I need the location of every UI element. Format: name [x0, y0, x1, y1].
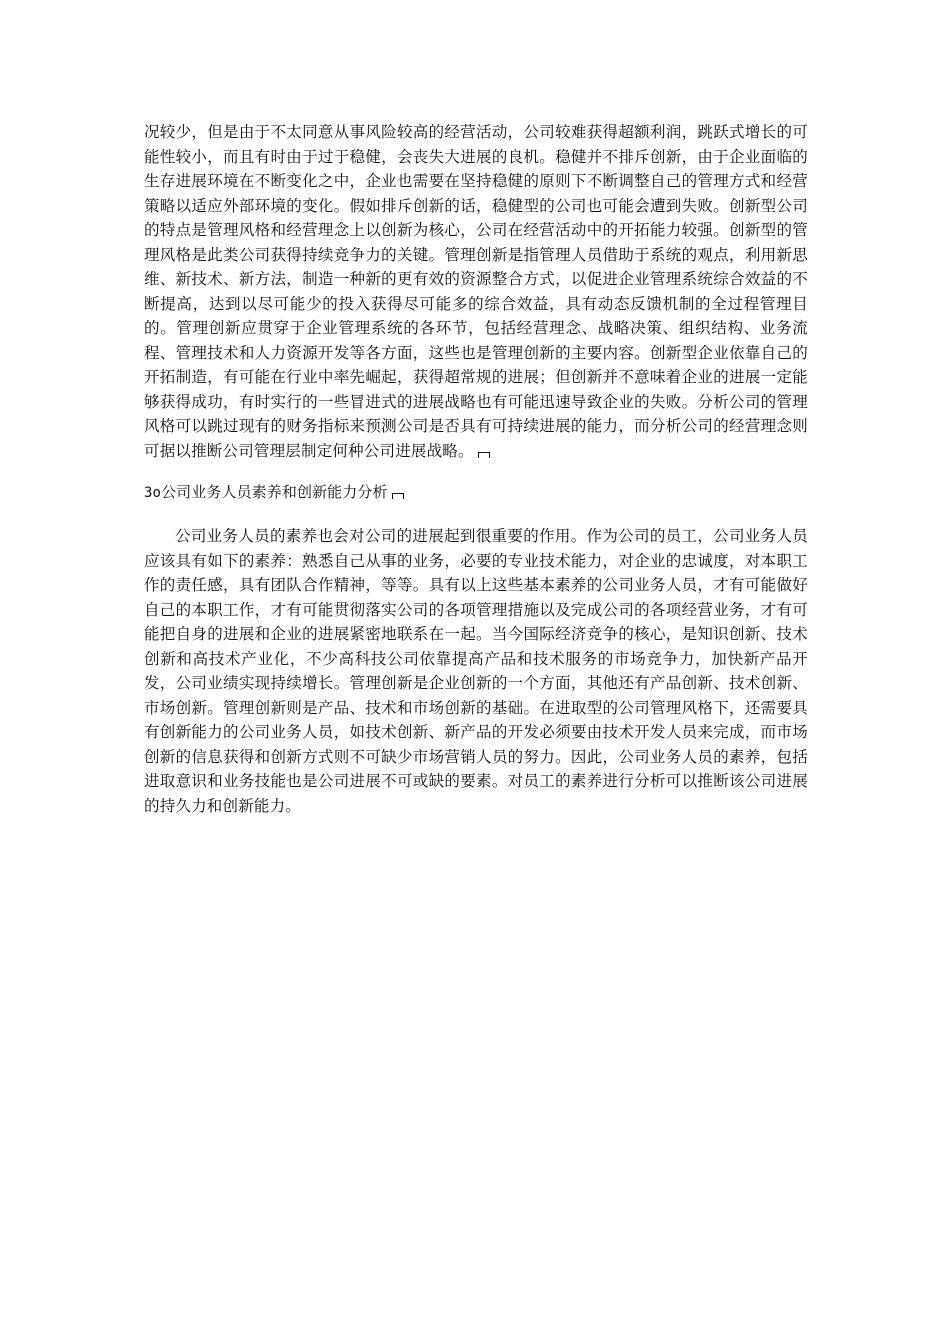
section-title: 公司业务人员素养和创新能力分析	[161, 483, 388, 501]
section-break-mark	[392, 493, 404, 499]
paragraph-spacer	[144, 505, 808, 524]
section-number: 3o	[144, 485, 162, 501]
paragraph-1-text: 况较少，但是由于不太同意从事风险较高的经营活动，公司较难获得超额利润，跳跃式增长的可能性较小，而且有时由于过于稳健，会丧失大进展的良机。稳健并不排斥创新，由于企业面临的生存进展环境在不断变化之中，企业也需要在坚持稳健的原则下不断调整自己的管理方式和经营策略以适应外部环境的变化。假如排斥创新的话，稳健型的公司也可能会遭到失败。创新型公司的特点是管理风格和经营理念上以创新为核心，公司在经营活动中的开拓能力较强。创新型的管理风格是此类公司获得持续竞争力的关键。管理创新是指管理人员借助于系统的观点，利用新思维、新技术、新方法，制造一种新的更有效的资源整合方式，以促进企业管理系统综合效益的不断提高，达到以尽可能少的投入获得尽可能多的综合效益，具有动态反馈机制的全过程管理目的。管理创新应贯穿于企业管理系统的各环节，包括经营理念、战略决策、组织结构、业务流程、管理技术和人力资源开发等各方面，这些也是管理创新的主要内容。创新型企业依靠自己的开拓制造，有可能在行业中率先崛起，获得超常规的进展；但创新并不意味着企业的进展一定能够获得成功，有时实行的一些冒进式的进展战略也有可能迅速导致企业的失败。分析公司的管理风格可以跳过现有的财务指标来预测公司是否具有可持续进展的能力，而分析公司的经营理念则可据以推断公司管理层制定何种公司进展战略。	[144, 123, 808, 460]
section-heading	[144, 480, 808, 505]
body-paragraph-1	[144, 120, 808, 463]
paragraph-spacer	[144, 463, 808, 480]
section-break-mark	[478, 452, 490, 458]
document-page	[144, 120, 808, 818]
body-paragraph-2: 公司业务人员的素养也会对公司的进展起到很重要的作用。作为公司的员工，公司业务人员应该具有如下的素养：熟悉自己从事的业务，必要的专业技术能力，对企业的忠诚度，对本职工作的责任感，具有团队合作精神，等等。具有以上这些基本素养的公司业务人员，才有可能做好自己的本职工作，才有可能贯彻落实公司的各项管理措施以及完成公司的各项经营业务，才有可能把自身的进展和企业的进展紧密地联系在一起。当今国际经济竞争的核心，是知识创新、技术创新和高技术产业化，不少高科技公司依靠提高产品和技术服务的市场竞争力，加快新产品开发，公司业绩实现持续增长。管理创新是企业创新的一个方面，其他还有产品创新、技术创新、市场创新。管理创新则是产品、技术和市场创新的基础。在进取型的公司管理风格下，还需要具有创新能力的公司业务人员，如技术创新、新产品的开发必须要由技术开发人员来完成，而市场创新的信息获得和创新方式则不可缺少市场营销人员的努力。因此，公司业务人员的素养，包括进取意识和业务技能也是公司进展不可或缺的要素。对员工的素养进行分析可以推断该公司进展的持久力和创新能力。	[144, 527, 808, 815]
